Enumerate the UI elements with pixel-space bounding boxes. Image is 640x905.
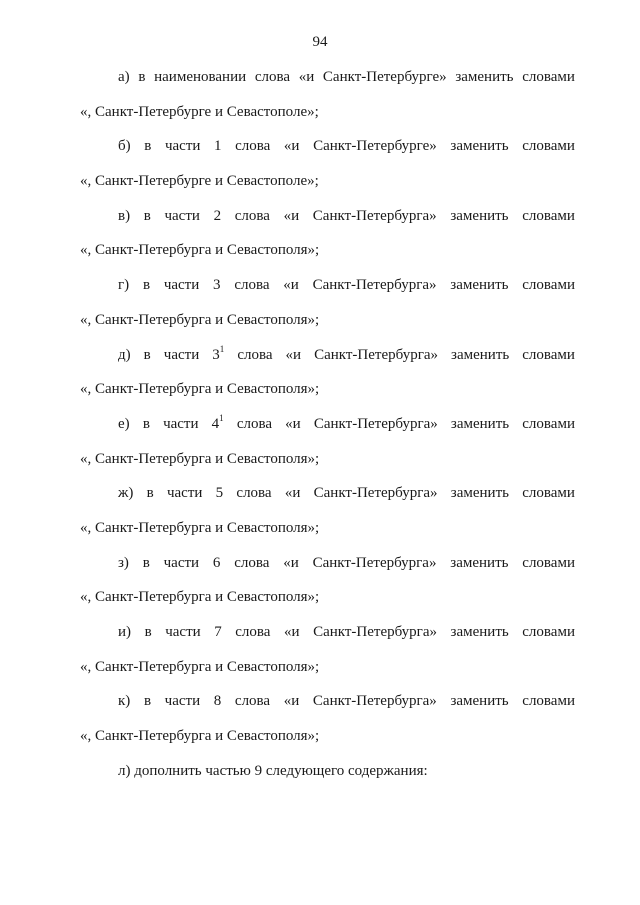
amendment-continuation-line: «, Санкт-Петербурга и Севастополя»; xyxy=(80,381,320,398)
amendment-word: г) xyxy=(118,277,130,294)
amendment-word: Санкт-Петербурга» xyxy=(313,624,437,640)
amendment-word: слова xyxy=(254,69,291,85)
amendment-word: «и xyxy=(298,69,315,85)
amendment-word: в xyxy=(143,346,151,363)
amendment-word: в xyxy=(146,485,154,502)
amendment-word: слова xyxy=(235,624,271,640)
amendment-word: Санкт-Петербурге» xyxy=(313,138,437,155)
amendment-word: Санкт-Петербурга» xyxy=(312,207,437,224)
amendment-continuation-line: «, Санкт-Петербурга и Севастополя»; xyxy=(80,589,320,606)
amendment-continuation-line: «, Санкт-Петербурга и Севастополя»; xyxy=(80,242,320,259)
amendment-word: словами xyxy=(522,138,575,155)
amendment-word: з) xyxy=(118,554,129,571)
amendment-word: словами xyxy=(522,69,575,85)
amendment-word: части xyxy=(164,693,201,710)
amendment-word: части xyxy=(163,346,200,363)
amendment-continuation-line: «, Санкт-Петербурга и Севастополя»; xyxy=(80,658,320,675)
amendment-word: части xyxy=(163,415,199,432)
amendment-word: Санкт-Петербурга» xyxy=(312,693,437,710)
superscript-index: 1 xyxy=(219,343,225,354)
amendment-word: а) xyxy=(118,69,130,85)
amendment-item-line xyxy=(80,129,575,164)
amendment-word: е) xyxy=(118,415,130,432)
amendment-word: $4^1$ xyxy=(211,412,224,432)
amendment-word: заменить xyxy=(455,69,514,85)
amendment-word: словами xyxy=(522,346,575,363)
amendment-word: «и xyxy=(285,346,302,363)
amendment-item-line xyxy=(80,407,575,442)
amendment-word: 1 xyxy=(214,138,222,155)
amendment-word: части xyxy=(165,624,201,640)
amendment-word: 6 xyxy=(212,554,221,571)
amendment-word: в xyxy=(142,277,151,294)
amendment-word: заменить xyxy=(450,415,510,432)
amendment-word: заменить xyxy=(450,277,509,294)
amendment-word: наименовании xyxy=(154,69,247,85)
amendment-item-line xyxy=(80,546,575,581)
amendment-word: слова xyxy=(234,277,270,294)
amendment-item-line xyxy=(80,199,575,234)
amendment-word: заменить xyxy=(450,485,509,502)
final-item-text: л) дополнить частью 9 следующего содержания: xyxy=(118,762,428,779)
amendment-word: б) xyxy=(118,138,131,155)
amendment-word: заменить xyxy=(450,624,509,640)
amendment-word: 7 xyxy=(214,624,222,640)
amendment-word: заменить xyxy=(450,207,509,224)
amendment-word: Санкт-Петербурга» xyxy=(313,485,438,502)
amendment-word: 5 xyxy=(215,485,224,502)
amendment-word: Санкт-Петербурге» xyxy=(322,69,447,85)
amendment-word: «и xyxy=(285,415,301,432)
amendment-word: заменить xyxy=(450,693,509,710)
amendment-continuation-line: «, Санкт-Петербурга и Севастополя»; xyxy=(80,728,320,745)
amendment-word: и) xyxy=(118,624,132,640)
amendment-word: слова xyxy=(236,415,273,432)
amendment-word: в xyxy=(144,138,152,155)
amendment-word: части xyxy=(164,207,200,224)
amendment-word: Санкт-Петербурга» xyxy=(312,554,437,571)
amendment-item-line xyxy=(80,268,575,303)
amendment-item-line xyxy=(80,615,575,650)
amendment-word: словами xyxy=(522,277,575,294)
amendment-word: Санкт-Петербурга» xyxy=(312,277,437,294)
amendment-word: словами xyxy=(522,624,575,640)
amendment-word: 8 xyxy=(213,693,222,710)
amendment-word: части xyxy=(166,485,203,502)
amendment-word: слова xyxy=(234,554,270,571)
amendment-word: слова xyxy=(235,138,271,155)
amendment-item-line xyxy=(80,60,575,95)
amendment-word: «и xyxy=(283,693,300,710)
amendment-word: части xyxy=(163,277,200,294)
amendment-word: «и xyxy=(283,277,299,294)
page-number: 94 xyxy=(312,34,328,50)
amendment-word: слова xyxy=(237,346,273,363)
amendment-word: Санкт-Петербурга» xyxy=(313,415,438,432)
amendment-continuation-line: «, Санкт-Петербурге и Севастополе»; xyxy=(80,173,319,190)
amendment-continuation-line: «, Санкт-Петербурга и Севастополя»; xyxy=(80,519,320,536)
amendment-item-line xyxy=(80,338,575,373)
amendment-word: Санкт-Петербурга» xyxy=(314,346,438,363)
amendment-word: «и xyxy=(283,138,300,155)
amendment-item-line xyxy=(80,684,575,719)
amendment-word: «и xyxy=(284,485,301,502)
amendment-word: в xyxy=(138,69,146,85)
amendment-word: словами xyxy=(522,554,575,571)
amendment-word: словами xyxy=(522,485,575,502)
amendment-word: словами xyxy=(522,415,575,432)
document-body xyxy=(80,60,575,788)
amendment-word: в) xyxy=(118,207,131,224)
amendment-word: $3^1$ xyxy=(212,343,225,363)
amendment-list xyxy=(80,60,575,754)
amendment-word: заменить xyxy=(450,138,509,155)
amendment-word: словами xyxy=(522,207,575,224)
amendment-word: слова xyxy=(234,693,271,710)
amendment-continuation-line: «, Санкт-Петербурга и Севастополя»; xyxy=(80,450,320,467)
amendment-word: в xyxy=(143,207,151,224)
amendment-word: «и xyxy=(284,624,300,640)
amendment-word: д) xyxy=(118,346,131,363)
amendment-word: 3 xyxy=(213,277,221,294)
amendment-word: в xyxy=(144,624,152,640)
amendment-word: ж) xyxy=(118,485,134,502)
amendment-word: в xyxy=(142,415,150,432)
amendment-word: к) xyxy=(118,693,131,710)
amendment-continuation-line: «, Санкт-Петербурга и Севастополя»; xyxy=(80,311,320,328)
amendment-word: слова xyxy=(234,207,270,224)
amendment-item-line xyxy=(80,476,575,511)
amendment-word: 2 xyxy=(213,207,222,224)
amendment-word: «и xyxy=(283,207,300,224)
final-item-line xyxy=(80,754,575,789)
amendment-word: части xyxy=(164,138,201,155)
amendment-word: слова xyxy=(236,485,272,502)
amendment-word: в xyxy=(143,693,152,710)
amendment-word: заменить xyxy=(451,346,510,363)
amendment-word: заменить xyxy=(450,554,509,571)
amendment-word: части xyxy=(163,554,200,571)
amendment-word: словами xyxy=(522,693,575,710)
amendment-word: в xyxy=(142,554,150,571)
amendment-word: «и xyxy=(283,554,299,571)
amendment-continuation-line: «, Санкт-Петербурге и Севастополе»; xyxy=(80,103,319,120)
superscript-index: 1 xyxy=(219,412,224,423)
